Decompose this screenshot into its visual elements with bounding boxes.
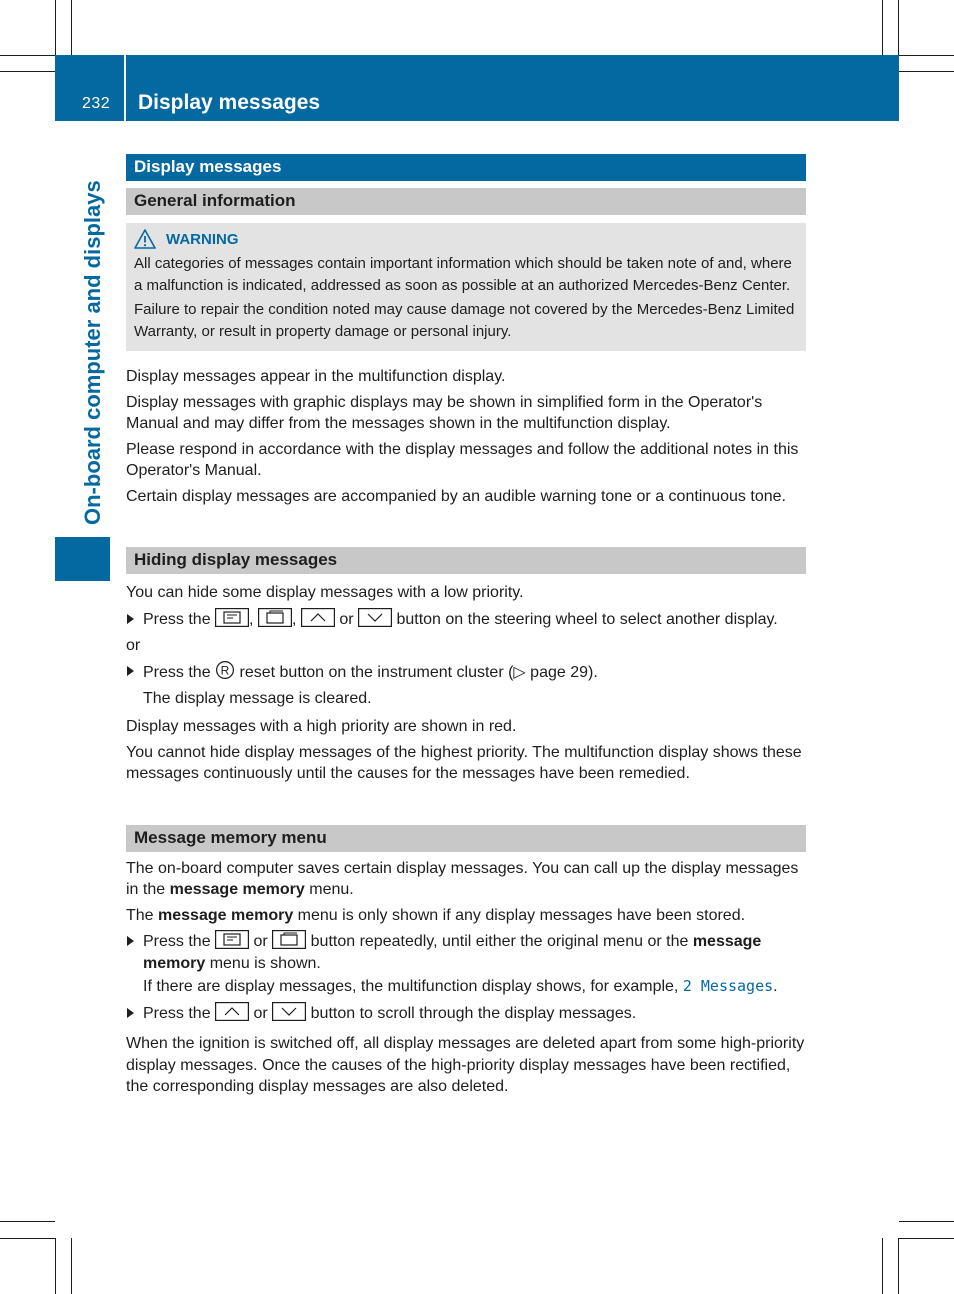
bold-text: message memory — [143, 933, 762, 972]
display-forward-button-icon — [258, 608, 292, 627]
crop-mark — [899, 55, 954, 56]
crop-mark — [882, 1238, 883, 1294]
warning-triangle-icon — [134, 229, 156, 249]
step-text: If there are display messages, the multifunction display shows, for example, — [143, 978, 679, 995]
page-title: Display messages — [138, 91, 321, 114]
svg-text:R: R — [220, 663, 230, 678]
instruction-step — [126, 930, 806, 975]
crop-mark — [55, 0, 56, 55]
reset-button-icon — [215, 660, 235, 680]
crop-mark — [0, 55, 55, 56]
step-text: Press the — [143, 664, 211, 681]
paragraph — [126, 858, 806, 901]
display-message-example: 2 Messages — [682, 977, 774, 995]
step-text: Press the — [143, 1005, 211, 1022]
crop-mark — [899, 1238, 954, 1239]
step-result — [126, 975, 806, 998]
bold-text: message memory — [158, 906, 294, 924]
section-title-message-memory-menu: Message memory menu — [126, 825, 806, 852]
step-text: or — [253, 1005, 268, 1022]
page-content — [126, 154, 806, 1102]
header-divider — [124, 55, 126, 121]
step-text: . — [773, 978, 778, 995]
up-button-icon — [301, 608, 335, 627]
step-result: The display message is cleared. — [143, 690, 372, 707]
step-text: button to scroll through the display messages. — [310, 1005, 637, 1022]
crop-mark — [71, 1238, 72, 1294]
up-button-icon — [215, 1002, 249, 1021]
paragraph: You cannot hide display messages of the highest priority. The multifunction display shows these messages continuously until the causes for the messages have been remedied. — [126, 743, 802, 782]
crop-mark — [0, 1221, 55, 1222]
warning-header — [134, 229, 798, 249]
crop-mark — [898, 1238, 899, 1294]
section-title-display-messages: Display messages — [126, 154, 806, 181]
crop-mark — [898, 0, 899, 55]
section-title-general-information: General information — [126, 188, 806, 215]
down-button-icon — [272, 1002, 306, 1021]
paragraph: Certain display messages are accompanied by an audible warning tone or a continuous tone. — [126, 487, 786, 505]
paragraph-or: or — [126, 636, 141, 654]
display-forward-button-icon — [272, 930, 306, 949]
step-text: or — [253, 933, 268, 950]
text: menu is only shown if any display messages have been stored. — [297, 906, 746, 924]
step-text: reset button on the instrument cluster (▷ page 29). — [239, 664, 598, 681]
crop-mark — [0, 71, 55, 72]
step-arrow-icon — [127, 1008, 134, 1018]
instruction-step — [126, 608, 806, 631]
paragraph: Display messages appear in the multifunction display. — [126, 368, 506, 385]
crop-mark — [882, 0, 883, 55]
step-text: , — [291, 610, 297, 628]
step-text: Press the — [143, 610, 211, 628]
crop-mark — [0, 1238, 55, 1239]
text: The — [126, 906, 154, 924]
paragraph: You can hide some display messages with a low priority. — [126, 584, 524, 601]
chapter-side-label: On-board computer and displays — [80, 180, 105, 525]
crop-mark — [71, 0, 72, 55]
step-text: menu is shown. — [209, 955, 321, 972]
step-text: , — [249, 610, 254, 628]
step-arrow-icon — [127, 614, 134, 624]
step-text: button on the steering wheel to select another display. — [396, 610, 778, 628]
step-arrow-icon — [127, 936, 134, 946]
step-text: Press the — [143, 933, 211, 950]
paragraph: Please respond in accordance with the display messages and follow the additional notes in this Operator's Manual. — [126, 440, 799, 479]
paragraph: Display messages with a high priority are shown in red. — [126, 718, 517, 735]
display-back-button-icon — [215, 930, 249, 949]
chapter-tab-block — [55, 537, 110, 581]
crop-mark — [899, 71, 954, 72]
warning-box — [126, 223, 806, 351]
crop-mark — [899, 1221, 954, 1222]
warning-text: All categories of messages contain important information which should be taken note of and, where a malfunction is indicated, addressed as soon as possible at an authorized Mercedes-Benz Center. — [134, 255, 792, 294]
page-number: 232 — [82, 95, 111, 112]
step-text: or — [339, 610, 354, 628]
paragraph: Display messages with graphic displays may be shown in simplified form in the Operator's Manual and may differ from the messages shown in the multifunction display. — [126, 393, 763, 432]
paragraph — [126, 905, 806, 927]
text: The on-board computer saves certain display messages. You can call up the display messages in the — [126, 859, 799, 898]
step-arrow-icon — [127, 666, 134, 676]
step-text: button repeatedly, until either the original menu or the — [310, 933, 689, 950]
section-title-hiding-display-messages: Hiding display messages — [126, 547, 806, 574]
instruction-step — [126, 1002, 806, 1025]
bold-text: message memory — [169, 881, 305, 898]
instruction-step — [126, 660, 806, 684]
down-button-icon — [358, 608, 392, 627]
crop-mark — [55, 1238, 56, 1294]
warning-text: Failure to repair the condition noted may cause damage not covered by the Mercedes-Benz Limited Warranty, or result in property damage or personal injury. — [134, 301, 795, 340]
paragraph: When the ignition is switched off, all display messages are deleted apart from some high-priority display messages. Once the causes of the high-priority display messages have been rectified, the corresponding display messages are also deleted. — [126, 1035, 805, 1095]
text: menu. — [309, 881, 354, 898]
display-back-button-icon — [215, 608, 249, 627]
warning-label: WARNING — [166, 230, 239, 248]
